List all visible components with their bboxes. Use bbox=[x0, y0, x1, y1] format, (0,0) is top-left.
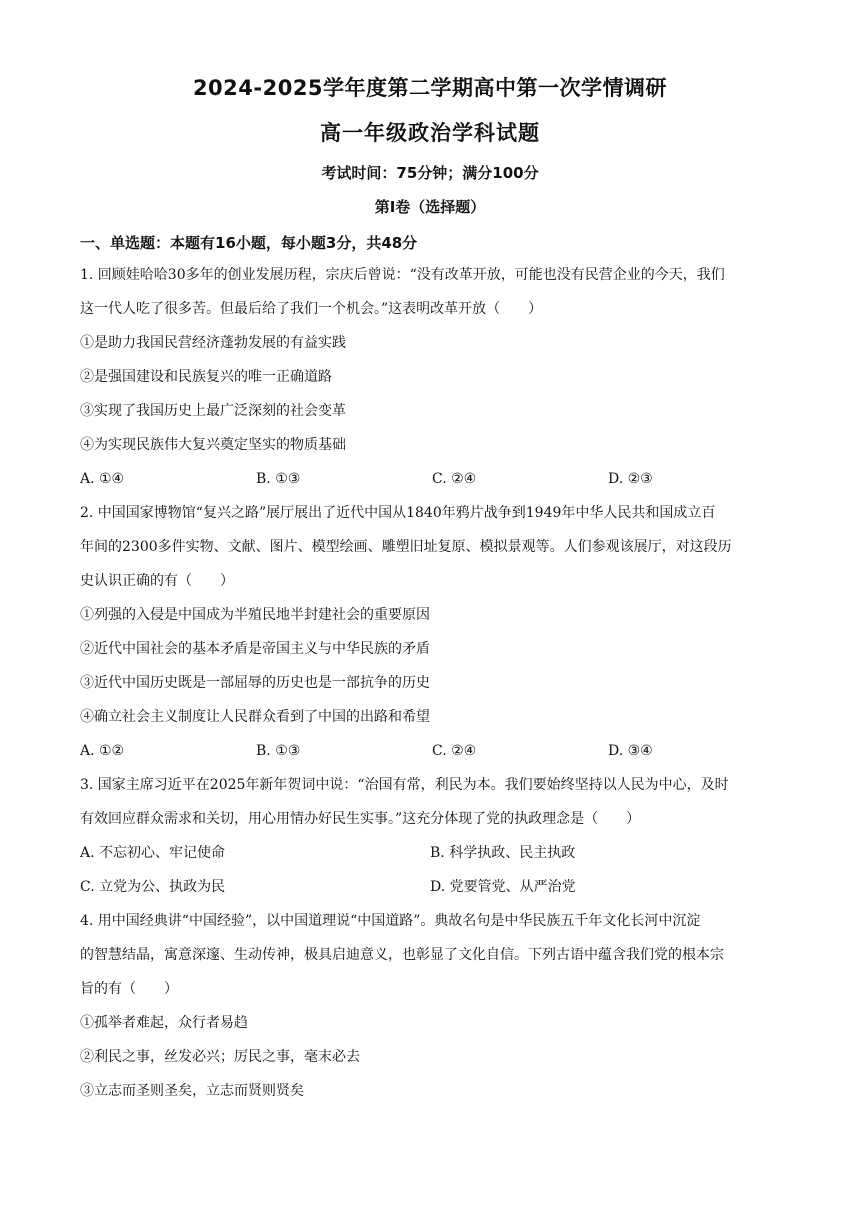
question-options bbox=[80, 734, 785, 768]
question-statement: ③立志而圣则圣矣，立志而贤则贤矣 bbox=[80, 1083, 304, 1099]
option-a: A. ①④ bbox=[80, 471, 125, 487]
question-options bbox=[80, 870, 785, 904]
question-stem-line: 2. 中国国家博物馆“复兴之路”展厅展出了近代中国从1840年鸦片战争到1949年中华人民共和国成立百 bbox=[80, 505, 716, 521]
question-stem-line: 4. 用中国经典讲“中国经验”，以中国道理说“中国道路”。典故名句是中华民族五千年文化长河中沉淀 bbox=[80, 913, 701, 929]
question-stem-line: 3. 国家主席习近平在2025年新年贺词中说：“治国有常，利民为本。我们要始终坚持以人民为中心，及时 bbox=[80, 777, 729, 793]
question-statement: ④确立社会主义制度让人民群众看到了中国的出路和希望 bbox=[80, 709, 430, 725]
exam-info: 考试时间：75分钟；满分100分 bbox=[321, 164, 539, 182]
option-d: D. ③④ bbox=[608, 743, 653, 759]
question-stem-line: 年间的2300多件实物、文献、图片、模型绘画、雕塑旧址复原、模拟景观等。人们参观该展厅，对这段历 bbox=[80, 539, 732, 555]
question-3 bbox=[80, 768, 785, 904]
option-c: C. 立党为公、执政为民 bbox=[80, 879, 226, 895]
question-stem-line: 史认识正确的有（ ） bbox=[80, 573, 234, 589]
question-statement: ③实现了我国历史上最广泛深刻的社会变革 bbox=[80, 403, 346, 419]
option-b: B. ①③ bbox=[256, 471, 301, 487]
question-stem-line: 有效回应群众需求和关切，用心用情办好民生实事。”这充分体现了党的执政理念是（ ） bbox=[80, 811, 641, 827]
option-d: D. ②③ bbox=[608, 471, 653, 487]
option-c: C. ②④ bbox=[432, 471, 477, 487]
option-a: A. ①② bbox=[80, 743, 125, 759]
question-stem-line: 这一代人吃了很多苦。但最后给了我们一个机会。”这表明改革开放（ ） bbox=[80, 301, 543, 317]
question-statement: ④为实现民族伟大复兴奠定坚实的物质基础 bbox=[80, 437, 346, 453]
question-statement: ②近代中国社会的基本矛盾是帝国主义与中华民族的矛盾 bbox=[80, 641, 430, 657]
question-stem-line: 1. 回顾娃哈哈30多年的创业发展历程，宗庆后曾说：“没有改革开放，可能也没有民营企业的今天，我们 bbox=[80, 267, 725, 283]
question-options bbox=[80, 836, 785, 870]
option-b: B. ①③ bbox=[256, 743, 301, 759]
question-statement: ①是助力我国民营经济蓬勃发展的有益实践 bbox=[80, 335, 346, 351]
question-stem-line: 旨的有（ ） bbox=[80, 981, 178, 997]
exam-title: 2024-2025学年度第二学期高中第一次学情调研 bbox=[192, 76, 668, 100]
option-d: D. 党要管党、从严治党 bbox=[430, 879, 576, 895]
question-1 bbox=[80, 258, 785, 496]
question-statement: ②是强国建设和民族复兴的唯一正确道路 bbox=[80, 369, 332, 385]
question-statement: ①列强的入侵是中国成为半殖民地半封建社会的重要原因 bbox=[80, 607, 430, 623]
option-c: C. ②④ bbox=[432, 743, 477, 759]
option-b: B. 科学执政、民主执政 bbox=[430, 845, 576, 861]
questions-content bbox=[80, 258, 785, 1108]
question-4 bbox=[80, 904, 785, 1108]
question-options bbox=[80, 462, 785, 496]
question-statement: ①孤举者难起，众行者易趋 bbox=[80, 1015, 248, 1031]
question-statement: ②利民之事，丝发必兴；厉民之事，毫末必去 bbox=[80, 1049, 360, 1065]
question-statement: ③近代中国历史既是一部屈辱的历史也是一部抗争的历史 bbox=[80, 675, 430, 691]
exam-subtitle: 高一年级政治学科试题 bbox=[320, 121, 540, 145]
option-a: A. 不忘初心、牢记使命 bbox=[80, 845, 226, 861]
section-heading: 一、单选题：本题有16小题，每小题3分，共48分 bbox=[80, 234, 418, 252]
question-2 bbox=[80, 496, 785, 768]
volume-heading: 第Ⅰ卷（选择题） bbox=[374, 198, 486, 216]
question-stem-line: 的智慧结晶，寓意深邃、生动传神，极具启迪意义，也彰显了文化自信。下列古语中蕴含我们党的根本宗 bbox=[80, 947, 724, 963]
